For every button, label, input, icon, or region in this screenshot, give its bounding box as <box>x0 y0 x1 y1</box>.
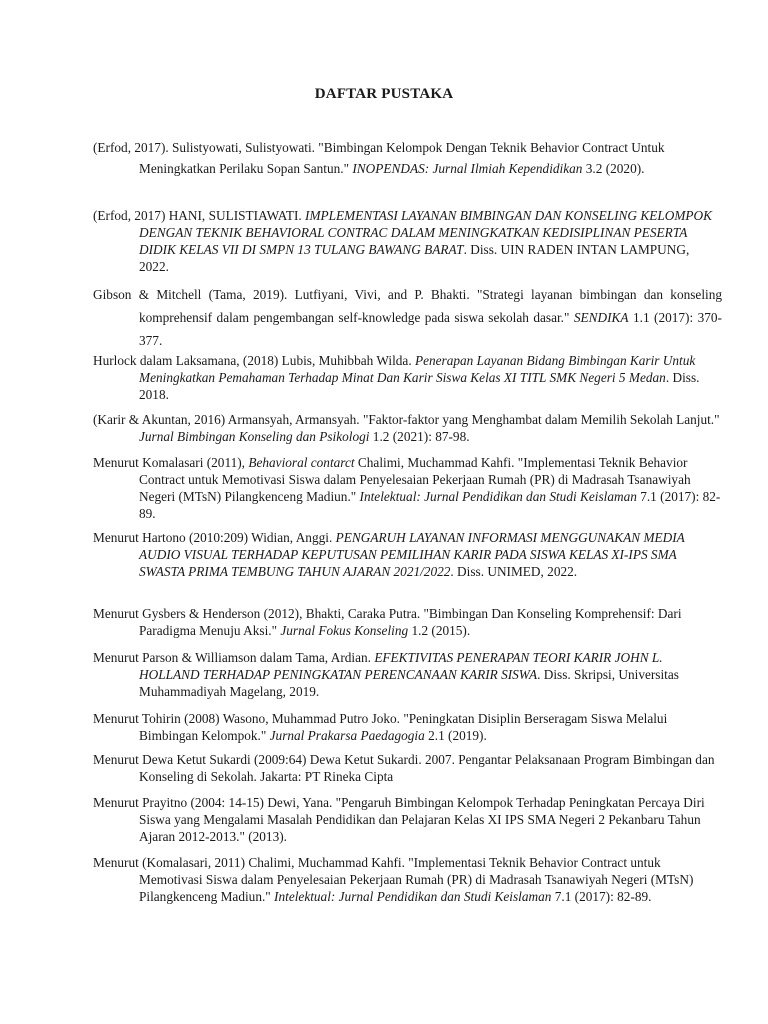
reference-text: (Erfod, 2017). Sulistyowati, Sulistyowati. "Bimbingan Kelompok Dengan Teknik Behavior Contract Untuk Meningkatkan Perilaku Sopan Santun." <box>93 140 665 176</box>
reference-text: 3.2 (2020). <box>582 161 645 176</box>
reference-text: Menurut (Komalasari, 2011) Chalimi, Muchammad Kahfi. "Implementasi Teknik Behavior Contract untuk Memotivasi Siswa dalam Penyelesaian Pekerjaan Rumah (PR) di Madrasah Tsanawiyah Negeri (MTsN) Pilangkenceng Madiun." <box>93 855 694 904</box>
reference-entry <box>93 794 722 845</box>
reference-text: Menurut Gysbers & Henderson (2012), Bhakti, Caraka Putra. "Bimbingan Dan Konseling Komprehensif: Dari Paradigma Menuju Aksi." <box>93 606 682 638</box>
reference-entry <box>93 283 722 352</box>
reference-italic-title: SENDIKA <box>573 310 629 325</box>
page-title: DAFTAR PUSTAKA <box>314 86 454 102</box>
reference-italic-title: Intelektual: Jurnal Pendidikan dan Studi Keislaman <box>274 889 552 904</box>
reference-text: (Karir & Akuntan, 2016) Armansyah, Armansyah. "Faktor-faktor yang Menghambat dalam Memilih Sekolah Lanjut." <box>93 412 720 427</box>
reference-text: 2.1 (2019). <box>424 728 487 743</box>
reference-entry <box>93 854 722 905</box>
reference-text: . Diss. UNIMED, 2022. <box>450 564 578 579</box>
reference-entry <box>93 529 722 580</box>
reference-text: Gibson & Mitchell (Tama, 2019). Lutfiyani, Vivi, and P. Bhakti. "Strategi layanan bimbingan dan konseling komprehensif dalam pengembangan self-knowledge pada siswa sekolah dasar." <box>93 287 722 325</box>
reference-text: Menurut Dewa Ketut Sukardi (2009:64) Dewa Ketut Sukardi. 2007. Pengantar Pelaksanaan Program Bimbingan dan Konseling di Sekolah. Jakarta: PT Rineka Cipta <box>93 752 715 784</box>
reference-text: 1.1 (2017): 370-377. <box>139 310 722 348</box>
reference-entry <box>93 454 722 522</box>
reference-italic-title: IMPLEMENTASI LAYANAN BIMBINGAN DAN KONSELING KELOMPOK DENGAN TEKNIK BEHAVIORAL CONTRAC DALAM MENINGKATKAN KEDISIPLINAN PESERTA DIDIK KELAS VII DI SMPN 13 TULANG BAWANG BARAT <box>139 208 712 257</box>
reference-text: . Diss. UIN RADEN INTAN LAMPUNG, 2022. <box>139 242 690 274</box>
reference-italic-title: Jurnal Bimbingan Konseling dan Psikologi <box>139 429 370 444</box>
reference-text: (Erfod, 2017) HANI, SULISTIAWATI. <box>93 208 306 223</box>
reference-text: Hurlock dalam Laksamana, (2018) Lubis, Muhibbah Wilda. <box>93 353 415 368</box>
reference-entry <box>93 649 722 700</box>
reference-entry <box>93 352 722 403</box>
reference-text: 1.2 (2021): 87-98. <box>369 429 470 444</box>
reference-text: 7.1 (2017): 82-89. <box>139 489 721 521</box>
reference-text: Menurut Prayitno (2004: 14-15) Dewi, Yana. "Pengaruh Bimbingan Kelompok Terhadap Peningkatan Percaya Diri Siswa yang Mengalami Masalah Pendidikan dan Pelajaran Kelas XI IPS SMA Negeri 2 Pekanbaru Tahun Ajaran 2012-2013." (2013). <box>93 795 705 844</box>
reference-italic-title: Intelektual: Jurnal Pendidikan dan Studi Keislaman <box>359 489 637 504</box>
reference-text: 1.2 (2015). <box>408 623 471 638</box>
reference-text: Menurut Parson & Williamson dalam Tama, Ardian. <box>93 650 375 665</box>
reference-text: . Diss. 2018. <box>139 370 700 402</box>
reference-italic-title: PENGARUH LAYANAN INFORMASI MENGGUNAKAN MEDIA AUDIO VISUAL TERHADAP KEPUTUSAN PEMILIHAN KARIR PADA SISWA KELAS XI-IPS SMA SWASTA PRIMA TEMBUNG TAHUN AJARAN 2021/2022 <box>139 530 685 579</box>
reference-entry <box>93 605 722 639</box>
reference-text: Menurut Hartono (2010:209) Widian, Anggi. <box>93 530 336 545</box>
reference-entry <box>93 207 722 275</box>
reference-text: Chalimi, Muchammad Kahfi. "Implementasi Teknik Behavior Contract untuk Memotivasi Siswa dalam Penyelesaian Pekerjaan Rumah (PR) di Madrasah Tsanawiyah Negeri (MTsN) Pilangkenceng Madiun." <box>139 455 691 504</box>
reference-entry <box>93 710 722 744</box>
reference-italic-title: Jurnal Fokus Konseling <box>280 623 409 638</box>
reference-entry <box>93 751 722 785</box>
reference-entry <box>93 137 722 179</box>
reference-text: 7.1 (2017): 82-89. <box>551 889 652 904</box>
reference-italic-title: Behavioral contarct <box>248 455 355 470</box>
reference-italic-title: EFEKTIVITAS PENERAPAN TEORI KARIR JOHN L. HOLLAND TERHADAP PENINGKATAN PERENCANAAN KARIR SISWA <box>139 650 663 682</box>
reference-text: Menurut Komalasari (2011), <box>93 455 249 470</box>
reference-italic-title: Penerapan Layanan Bidang Bimbingan Karir Untuk Meningkatkan Pemahaman Terhadap Minat Dan Karir Siswa Kelas XI TITL SMK Negeri 5 Medan <box>139 353 696 385</box>
reference-text: . Diss. Skripsi, Universitas Muhammadiyah Magelang, 2019. <box>139 667 679 699</box>
reference-italic-title: INOPENDAS: Jurnal Ilmiah Kependidikan <box>352 161 583 176</box>
reference-entry <box>93 411 722 445</box>
reference-italic-title: Jurnal Prakarsa Paedagogia <box>269 728 425 743</box>
reference-text: Menurut Tohirin (2008) Wasono, Muhammad Putro Joko. "Peningkatan Disiplin Berseragam Siswa Melalui Bimbingan Kelompok." <box>93 711 668 743</box>
